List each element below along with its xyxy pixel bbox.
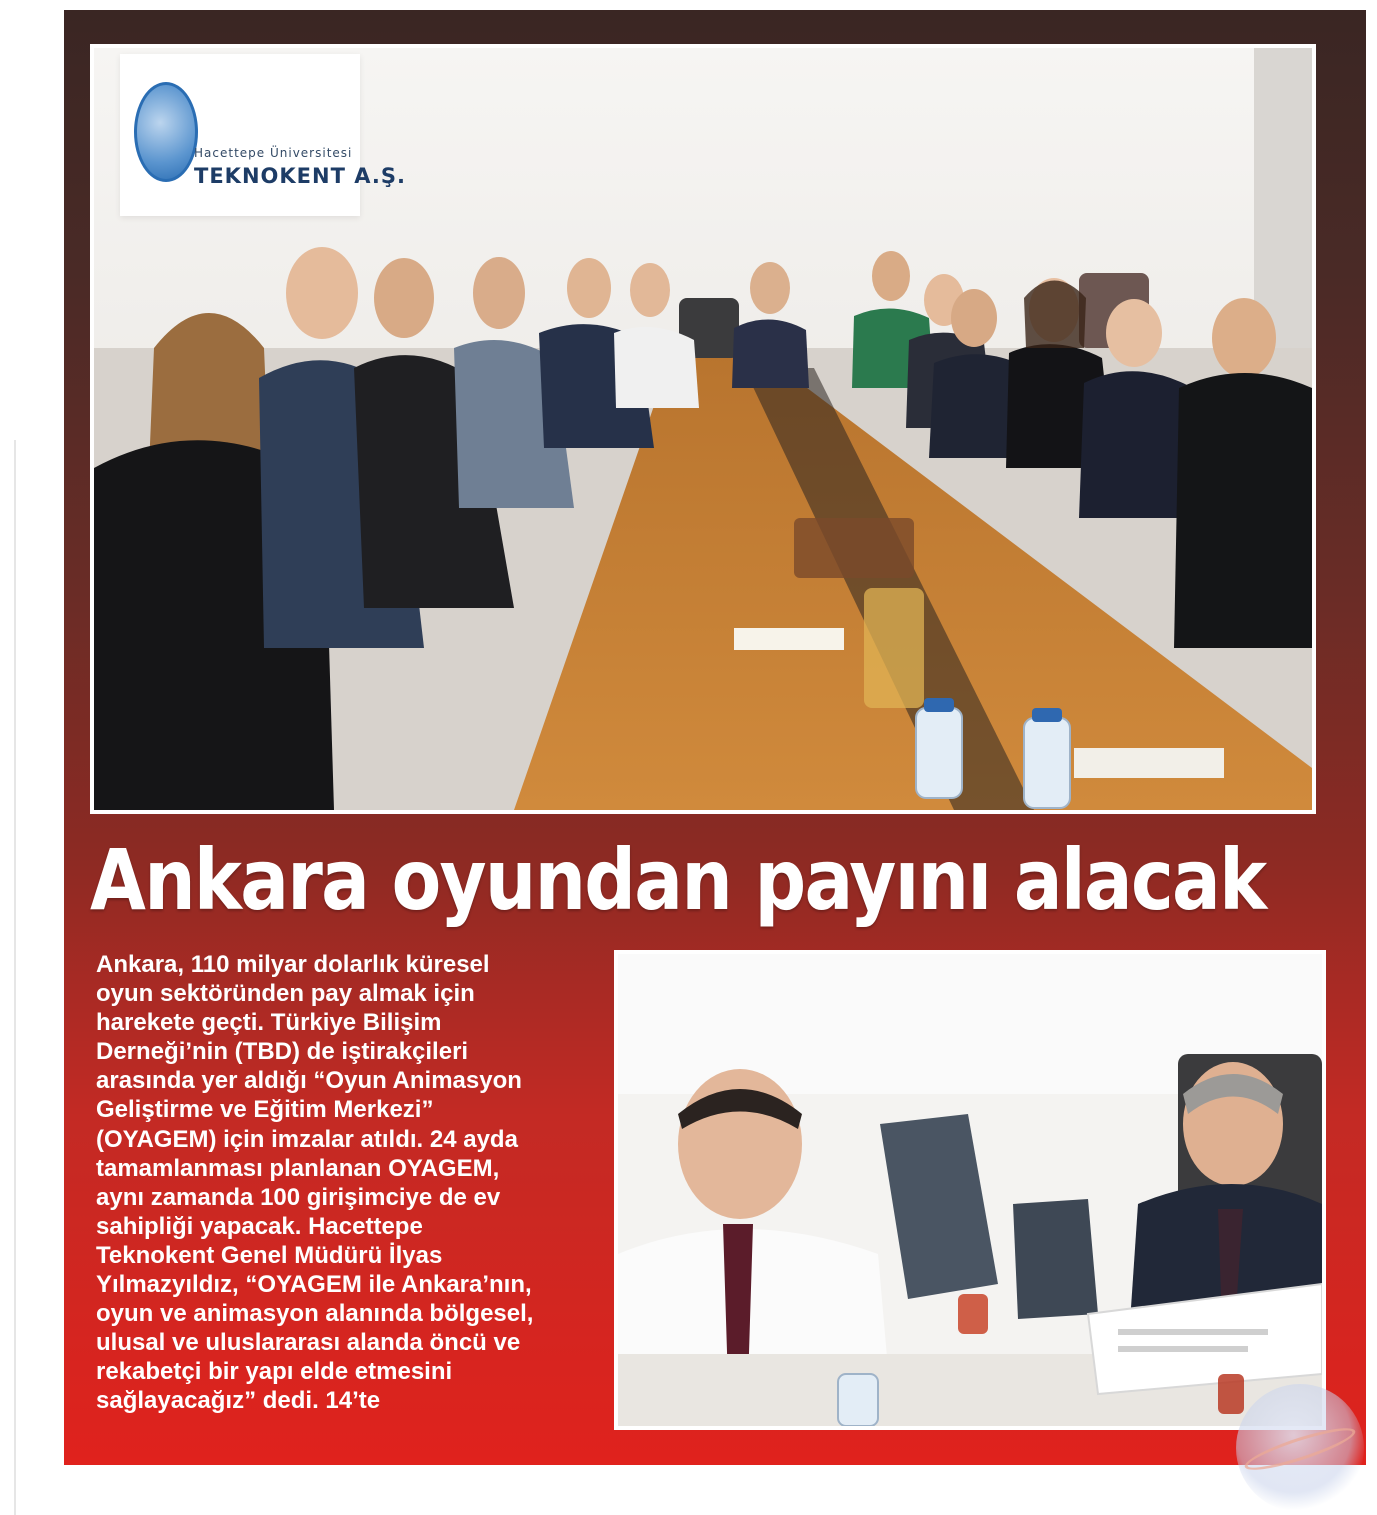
page-edge-line <box>14 440 16 1515</box>
globe-logo-icon <box>134 82 198 182</box>
article-line: oyun ve animasyon alanında bölgesel, <box>96 1300 534 1328</box>
article-body <box>96 950 596 1416</box>
article-line: (OYAGEM) için imzalar atıldı. 24 ayda <box>96 1125 518 1153</box>
signing-photo <box>614 950 1326 1430</box>
article-line: aynı zamanda 100 girişimciye de ev <box>96 1183 501 1211</box>
article-line: sahipliği yapacak. Hacettepe <box>96 1212 423 1240</box>
watermark-ring-icon <box>1241 1421 1358 1478</box>
watermark-logo-icon <box>1236 1384 1364 1512</box>
meeting-photo <box>90 44 1316 814</box>
article-line: tamamlanması planlanan OYAGEM, <box>96 1154 500 1182</box>
article-line: oyun sektöründen pay almak için <box>96 980 475 1008</box>
teknokent-sign <box>120 54 406 216</box>
article-line: Teknokent Genel Müdürü İlyas <box>96 1241 443 1269</box>
article-line: arasında yer aldığı “Oyun Animasyon <box>96 1067 522 1095</box>
sign-line-big: TEKNOKENT A.Ş. <box>194 164 406 188</box>
article-line: sağlayacağız” dedi. 14’te <box>96 1387 381 1415</box>
headline: Ankara oyundan payını alacak <box>90 831 1266 929</box>
article-line: harekete geçti. Türkiye Bilişim <box>96 1009 442 1037</box>
article-line: rekabetçi bir yapı elde etmesini <box>96 1358 453 1386</box>
article-line: Yılmazyıldız, “OYAGEM ile Ankara’nın, <box>96 1271 532 1299</box>
sign-line-small: Hacettepe Üniversitesi <box>194 146 353 160</box>
article-line: Derneği’nin (TBD) de iştirakçileri <box>96 1038 469 1066</box>
article-line: Ankara, 110 milyar dolarlık küresel <box>96 951 490 978</box>
article-line: Geliştirme ve Eğitim Merkezi” <box>96 1096 434 1124</box>
signing-photo-illustration <box>618 954 1322 1426</box>
article-line: ulusal ve uluslararası alanda öncü ve <box>96 1329 521 1357</box>
